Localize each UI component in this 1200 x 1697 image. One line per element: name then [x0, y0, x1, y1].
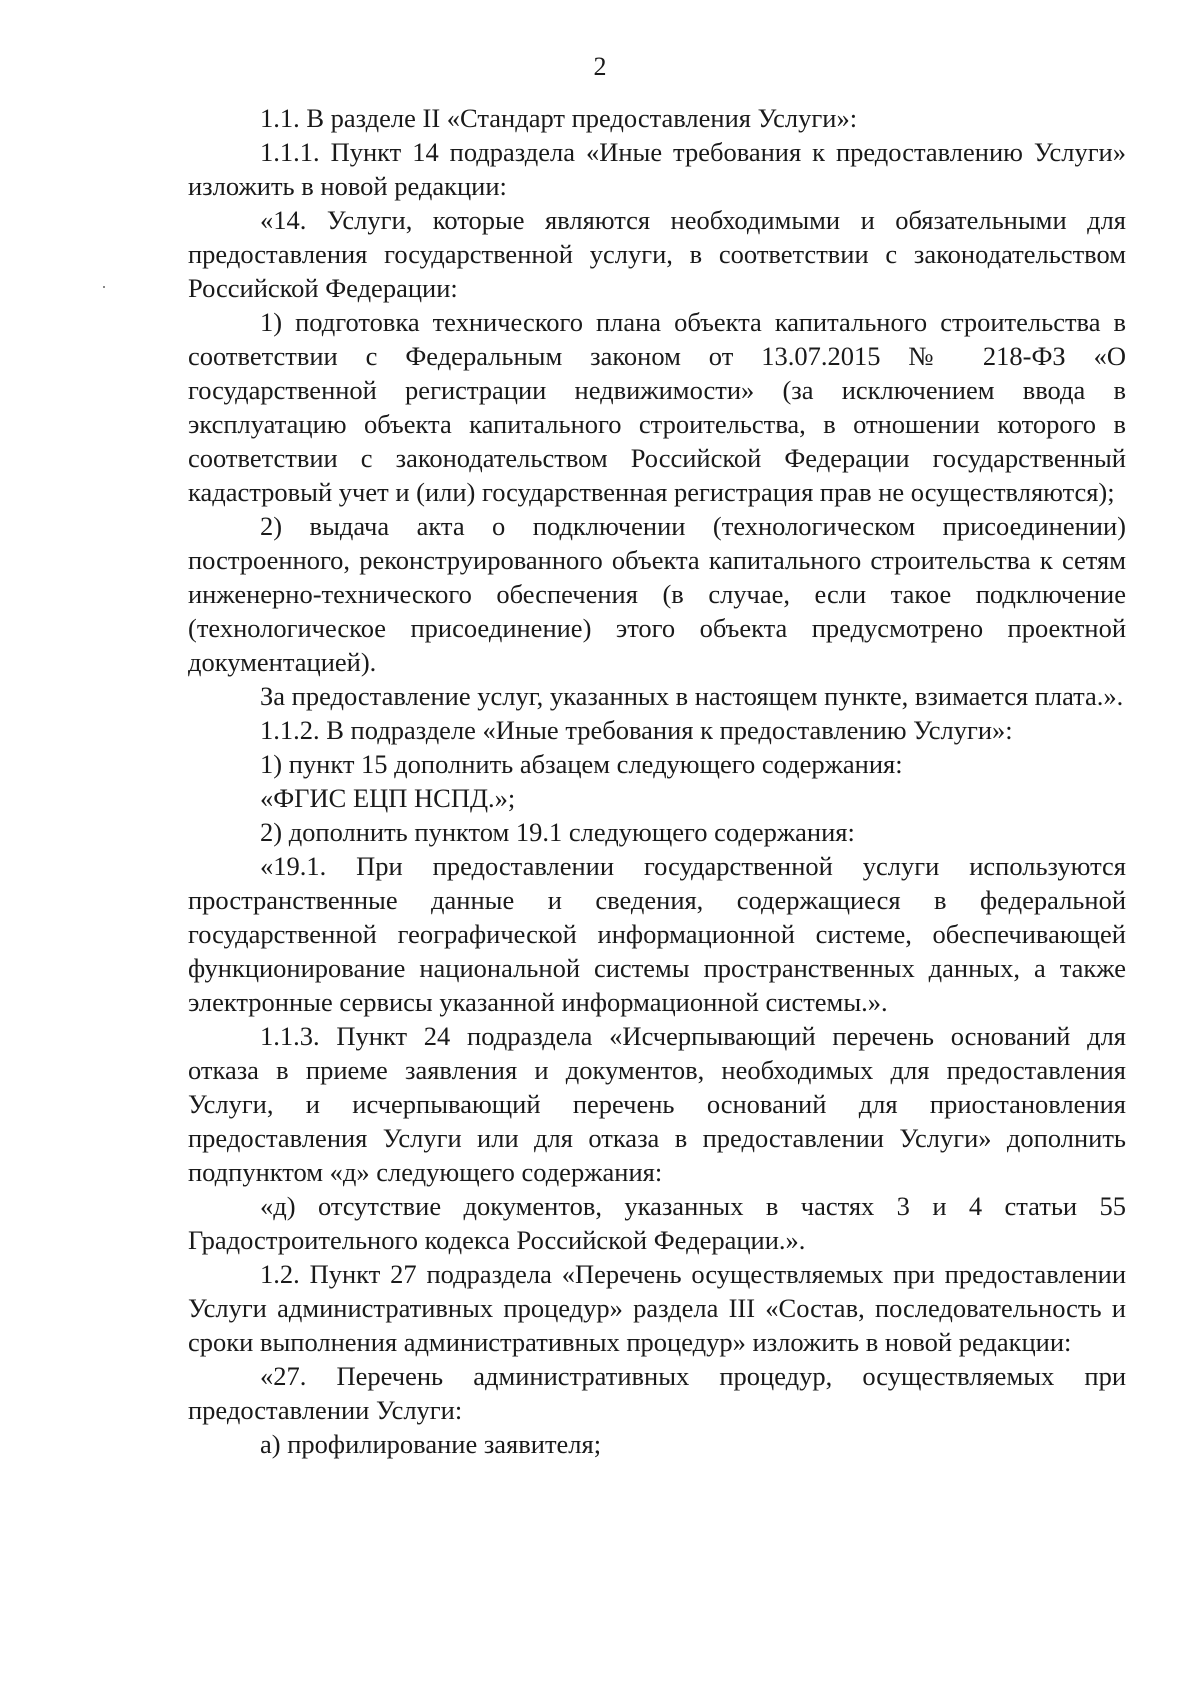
paragraph-subitem-a: а) профилирование заявителя; [260, 1429, 602, 1459]
paragraph-section-2: 1.1. В разделе II «Стандарт предоставления Услуги»: [260, 103, 858, 133]
document-body [188, 101, 1126, 1461]
paragraph-item-14: «14. Услуги, которые являются необходимыми и обязательными для предоставления государственной услуги, в соответствии с законодательством Российской Федерации: [188, 205, 1126, 303]
paragraph-item-27: «27. Перечень административных процедур, осуществляемых при предоставлении Услуги: [188, 1361, 1126, 1425]
paragraph-item-14-2: 2) выдача акта о подключении (технологическом присоединении) построенного, реконструированного объекта капитального строительства к сетям инженерно-технического обеспечения (в случае, если такое подключение (технологическое присоединение) этого объекта предусмотрено проектной документацией). [188, 511, 1126, 677]
paragraph-item-19-1: «19.1. При предоставлении государственной услуги используются пространственные данные и сведения, содержащиеся в федеральной государственной географической информационной системе, обеспечивающей функционирование национальной системы пространственных данных, а также электронные сервисы указанной информационной системы.». [188, 851, 1126, 1017]
paragraph-1-1-3: 1.1.3. Пункт 24 подраздела «Исчерпывающий перечень оснований для отказа в приеме заявления и документов, необходимых для предоставления Услуги, и исчерпывающий перечень оснований для приостановления предоставления Услуги или для отказа в предоставлении Услуги» дополнить подпунктом «д» следующего содержания: [188, 1021, 1126, 1187]
page-number: 2 [593, 52, 607, 81]
paragraph-1-1-1: 1.1.1. Пункт 14 подраздела «Иные требования к предоставлению Услуги» изложить в новой редакции: [188, 137, 1126, 201]
scan-speck [103, 286, 105, 288]
paragraph-item-19-1-addition: 2) дополнить пунктом 19.1 следующего содержания: [260, 817, 855, 847]
paragraph-1-2: 1.2. Пункт 27 подраздела «Перечень осуществляемых при предоставлении Услуги административных процедур» раздела III «Состав, последовательность и сроки выполнения административных процедур» изложить в новой редакции: [188, 1259, 1126, 1357]
paragraph-item-15-addition: 1) пункт 15 дополнить абзацем следующего содержания: [260, 749, 903, 779]
paragraph-1-1-2: 1.1.2. В подразделе «Иные требования к предоставлению Услуги»: [260, 715, 1013, 745]
paragraph-item-14-1: 1) подготовка технического плана объекта капитального строительства в соответствии с Федеральным законом от 13.07.2015 № 218-ФЗ «О государственной регистрации недвижимости» (за исключением ввода в эксплуатацию объекта капитального строительства, в отношении которого в соответствии с законодательством Российской Федерации государственный кадастровый учет и (или) государственная регистрация прав не осуществляются); [188, 307, 1126, 507]
paragraph-fgis-quote: «ФГИС ЕЦП НСПД.»; [260, 783, 516, 813]
paragraph-fee-note: За предоставление услуг, указанных в настоящем пункте, взимается плата.». [260, 681, 1124, 711]
paragraph-subitem-d: «д) отсутствие документов, указанных в частях 3 и 4 статьи 55 Градостроительного кодекса Российской Федерации.». [188, 1191, 1126, 1255]
